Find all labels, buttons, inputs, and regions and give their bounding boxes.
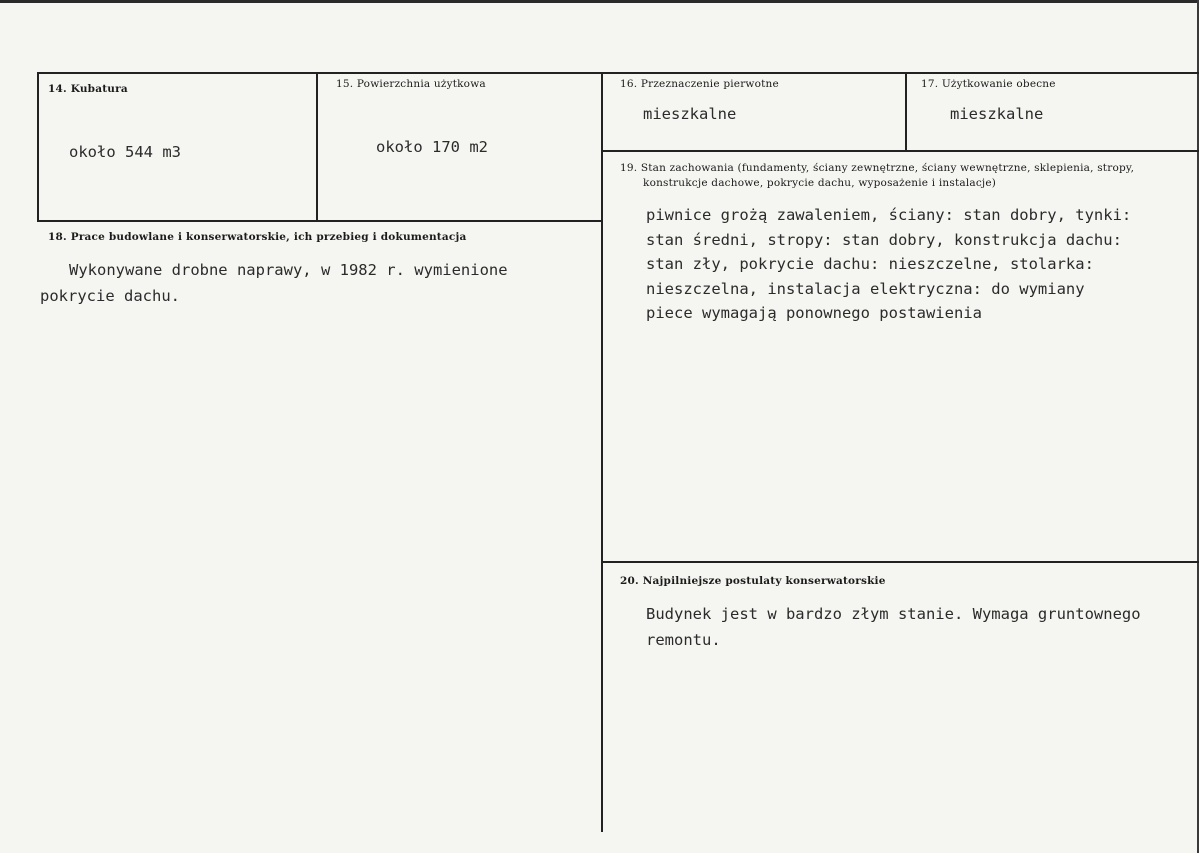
postulaty-label: 20. Najpilniejsze postulaty konserwatorskie xyxy=(620,575,886,587)
stan-label-line1: 19. Stan zachowania (fundamenty, ściany zewnętrzne, ściany wewnętrzne, sklepienia, stropy, xyxy=(620,162,1135,174)
divider-15-18 xyxy=(37,220,603,222)
prace-line: Wykonywane drobne naprawy, w 1982 r. wymienione xyxy=(69,261,508,279)
left-column-border xyxy=(37,72,39,221)
top-row-border xyxy=(37,72,1199,74)
divider-16-17 xyxy=(905,72,907,151)
divider-14-15 xyxy=(316,72,318,221)
przeznaczenie-value: mieszkalne xyxy=(643,105,737,123)
stan-line: nieszczelna, instalacja elektryczna: do wymiany xyxy=(646,279,1085,298)
stan-line: stan zły, pokrycie dachu: nieszczelne, stolarka: xyxy=(646,255,1094,273)
stan-line: piece wymagają ponownego postawienia xyxy=(646,304,982,322)
stan-text xyxy=(646,203,1194,326)
uzytkowanie-label: 17. Użytkowanie obecne xyxy=(921,78,1056,90)
kubatura-label: 14. Kubatura xyxy=(48,83,128,95)
stan-label-line2: konstrukcje dachowe, pokrycie dachu, wyposażenie i instalacje) xyxy=(643,177,997,189)
uzytkowanie-value: mieszkalne xyxy=(950,105,1044,123)
stan-line: piwnice grożą zawaleniem, ściany: stan dobry, tynki: xyxy=(646,206,1132,224)
prace-text xyxy=(40,257,595,309)
powierzchnia-value: około 170 m2 xyxy=(376,138,488,156)
prace-line: pokrycie dachu. xyxy=(40,287,180,305)
divider-16-19 xyxy=(601,150,1199,152)
kubatura-value: około 544 m3 xyxy=(69,143,181,161)
card-top-edge xyxy=(0,0,1199,3)
stan-line: stan średni, stropy: stan dobry, konstrukcja dachu: xyxy=(646,230,1122,249)
postulaty-line: Budynek jest w bardzo złym stanie. Wymaga gruntownego xyxy=(646,605,1141,623)
przeznaczenie-label: 16. Przeznaczenie pierwotne xyxy=(620,78,779,90)
divider-19-20 xyxy=(601,561,1199,563)
center-column-border xyxy=(601,72,603,832)
postulaty-line: remontu. xyxy=(646,631,721,649)
powierzchnia-label: 15. Powierzchnia użytkowa xyxy=(336,78,486,90)
postulaty-text xyxy=(646,601,1196,653)
prace-label: 18. Prace budowlane i konserwatorskie, ich przebieg i dokumentacja xyxy=(48,231,467,243)
